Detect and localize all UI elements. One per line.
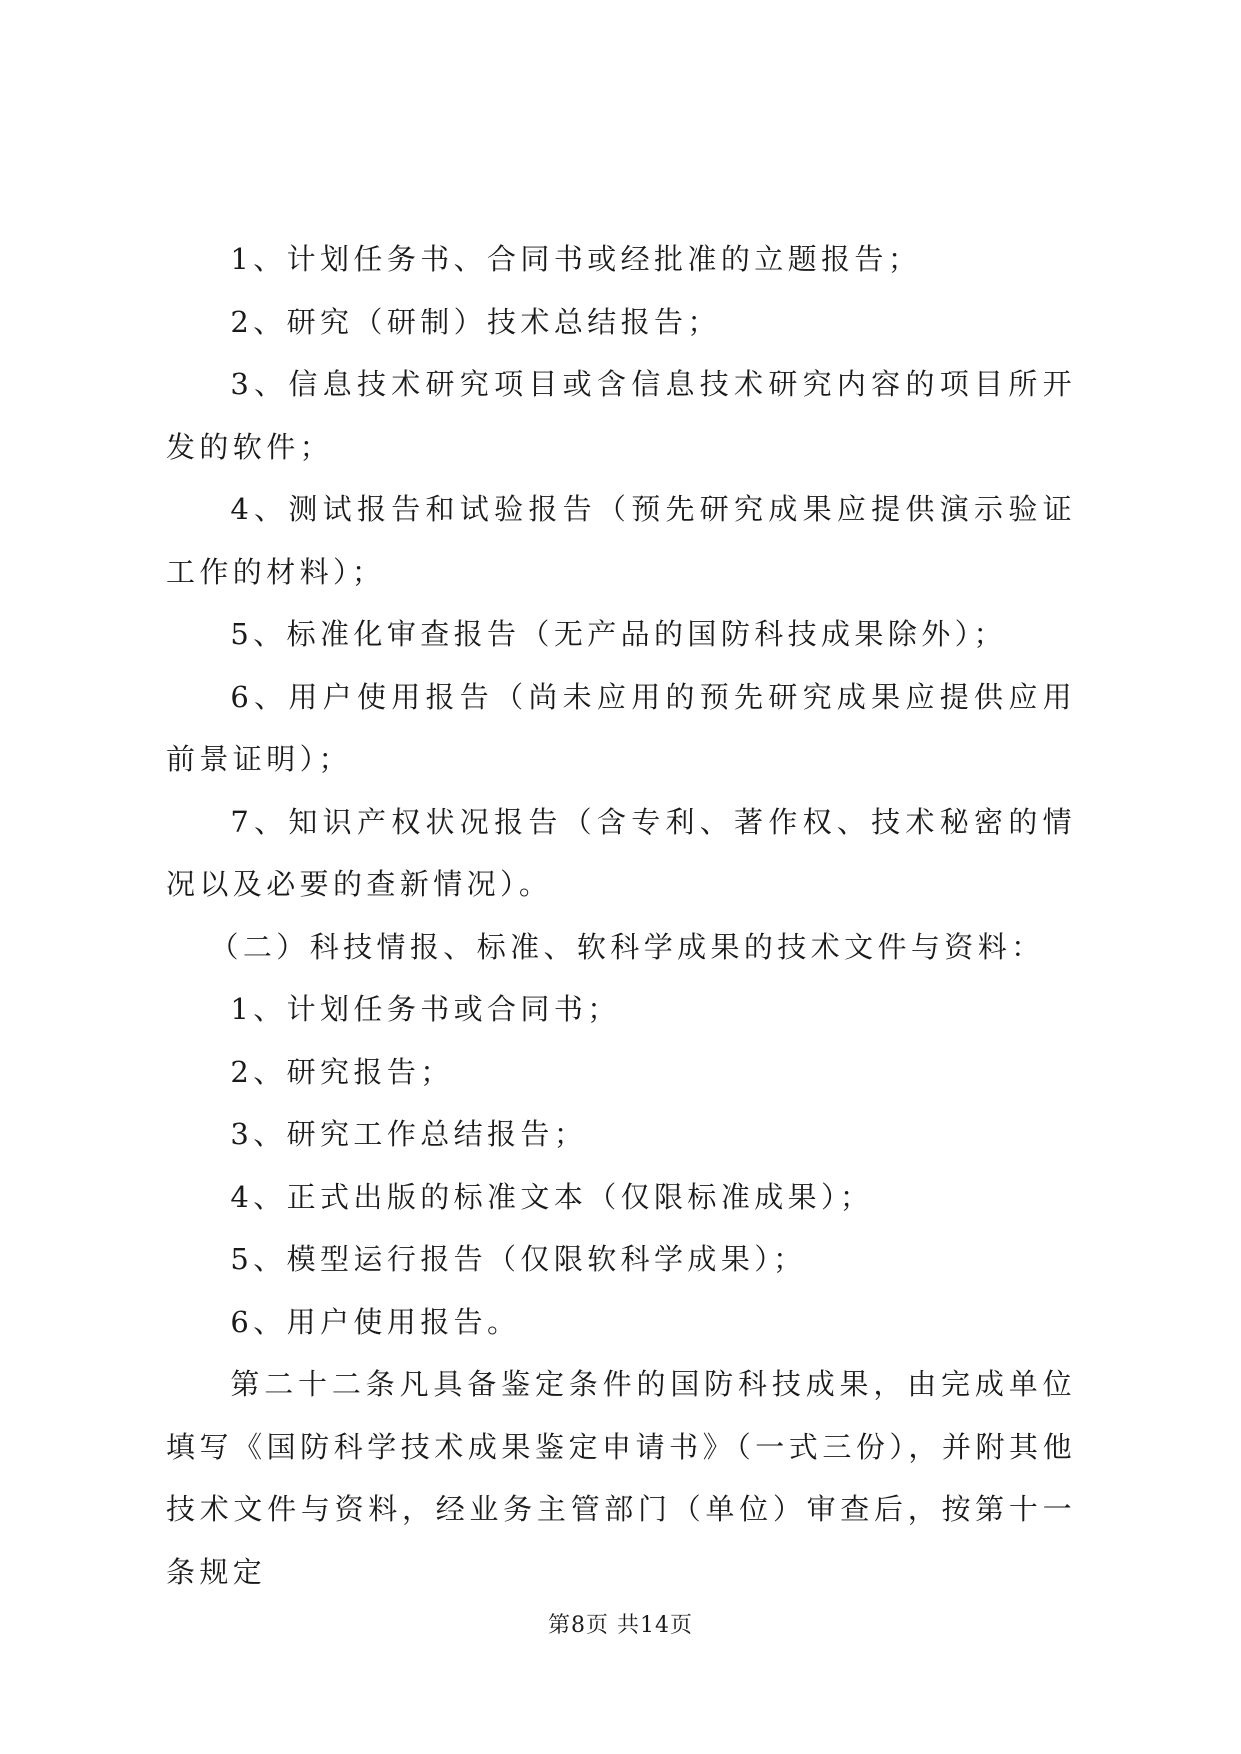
list-item: 2、研究报告； (230, 1054, 454, 1089)
list-item: 4、正式出版的标准文本（仅限标准成果）； (230, 1179, 874, 1214)
list-item: 5、模型运行报告（仅限软科学成果）； (230, 1242, 807, 1276)
page-number-label: 第8页 共14页 (548, 1613, 693, 1638)
list-item: 3、研究工作总结报告； (230, 1117, 588, 1151)
list-item: 6、用户使用报告。 (230, 1304, 521, 1339)
document-body (166, 228, 1076, 1603)
list-item: 2、研究（研制）技术总结报告； (230, 304, 721, 339)
list-item: 5、标准化审查报告（无产品的国防科技成果除外）； (230, 617, 1007, 651)
section-heading: （二）科技情报、标准、软科学成果的技术文件与资料： (209, 929, 1045, 964)
list-item: 3、信息技术研究项目或含信息技术研究内容的项目所开发的软件； (166, 367, 1076, 464)
list-item: 6、用户使用报告（尚未应用的预先研究成果应提供应用前景证明）； (166, 679, 1076, 776)
list-item: 1、计划任务书、合同书或经批准的立题报告； (230, 242, 922, 276)
list-item: 4、测试报告和试验报告（预先研究成果应提供演示验证工作的材料）； (166, 492, 1076, 589)
article-paragraph: 第二十二条凡具备鉴定条件的国防科技成果，由完成单位填写《国防科学技术成果鉴定申请书》（一式三份），并附其他技术文件与资料，经业务主管部门（单位）审查后，按第十一条规定 (166, 1367, 1076, 1589)
page-footer (0, 1608, 1241, 1639)
list-item: 1、计划任务书或合同书； (230, 992, 621, 1026)
list-item: 7、知识产权状况报告（含专利、著作权、技术秘密的情况以及必要的查新情况）。 (166, 804, 1076, 901)
